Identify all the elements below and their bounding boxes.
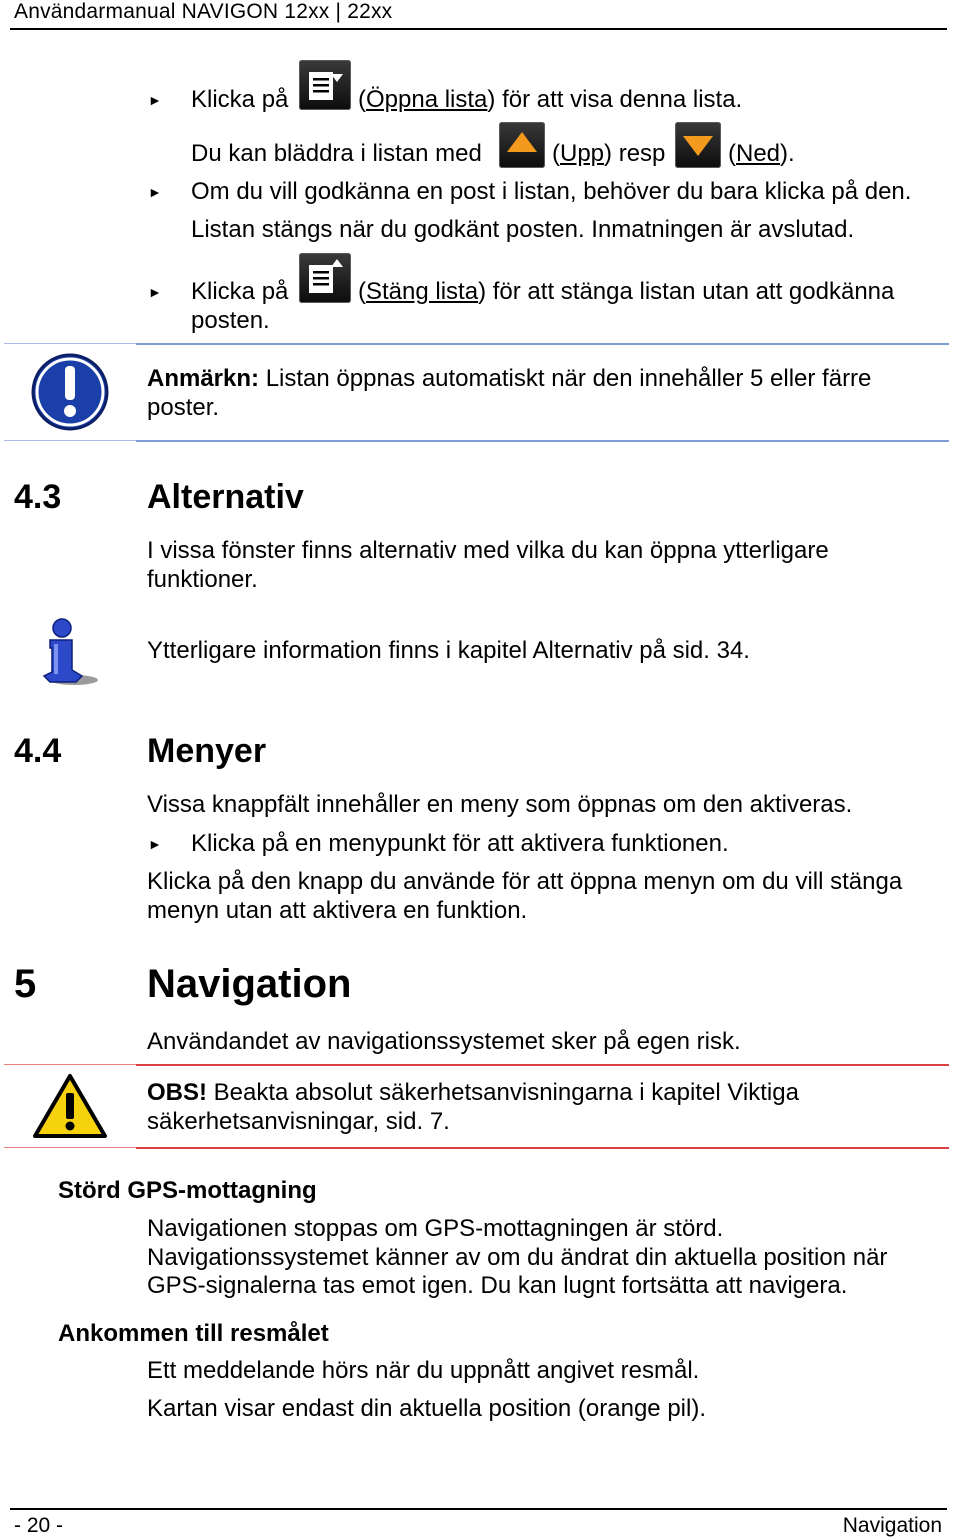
section-number: 4.3: [14, 478, 62, 516]
list-item-open: [191, 85, 288, 114]
item-text: Klicka på: [191, 86, 289, 113]
open-list-icon[interactable]: [299, 60, 351, 110]
open-list-link[interactable]: Öppna lista: [366, 86, 488, 113]
note-bottom-rule: [136, 440, 949, 442]
note-line-1: Anmärkn: Listan öppnas automatiskt när den innehåller 5 eller färre: [147, 365, 872, 392]
scroll-up-label: (Upp) resp: [552, 140, 666, 167]
paragraph-cont: funktioner.: [147, 566, 258, 593]
paragraph: I vissa fönster finns alternativ med vilka du kan öppna ytterligare: [147, 537, 829, 564]
subsection-heading: Störd GPS-mottagning: [58, 1177, 317, 1204]
paragraph: Vissa knappfält innehåller en meny som öppnas om den aktiveras.: [147, 791, 853, 818]
chapter-title: Navigation: [147, 962, 352, 1006]
chapter-intro: Användandet av navigationssystemet sker på egen risk.: [147, 1028, 741, 1055]
subsection-heading: Ankommen till resmålet: [58, 1320, 329, 1347]
info-person-icon: [38, 616, 102, 695]
up-arrow-icon[interactable]: [499, 122, 545, 168]
paragraph: Navigationssystemet känner av om du ändrat din aktuella position när: [147, 1244, 888, 1271]
down-arrow-icon[interactable]: [675, 122, 721, 168]
paragraph: Navigationen stoppas om GPS-mottagningen är störd.: [147, 1215, 724, 1242]
list-item-close: Klicka på: [191, 278, 289, 305]
list-item-accept-cont: Listan stängs när du godkänt posten. Inmatningen är avslutad.: [191, 216, 855, 243]
scroll-down-label: (Ned).: [728, 140, 795, 167]
warning-icon: [32, 1073, 108, 1146]
bullet-icon: ►: [148, 184, 162, 200]
header-rule: [10, 28, 947, 30]
close-list-icon[interactable]: [299, 253, 351, 303]
close-list-description: (Stäng lista) för att stänga listan utan att godkänna: [358, 278, 895, 305]
bullet-icon: ►: [148, 92, 162, 108]
note-top-rule: [136, 343, 949, 345]
warning-top-rule: [136, 1064, 949, 1066]
paragraph: Ett meddelande hörs när du uppnått angivet resmål.: [147, 1357, 700, 1384]
scroll-text: Du kan bläddra i listan med: [191, 140, 482, 167]
paragraph-cont: menyn utan att aktivera en funktion.: [147, 897, 528, 924]
warning-bottom-rule: [136, 1147, 949, 1149]
list-item-close-cont: posten.: [191, 307, 270, 334]
page-number: - 20 -: [14, 1514, 64, 1537]
footer-section: Navigation: [842, 1514, 942, 1537]
exclamation-icon: [30, 352, 110, 439]
note-line-2: poster.: [147, 394, 220, 421]
list-item: Klicka på en menypunkt för att aktivera funktionen.: [191, 830, 729, 857]
up-link[interactable]: Upp: [560, 140, 605, 167]
warning-line-2: säkerhetsanvisningar, sid. 7.: [147, 1108, 450, 1135]
list-item-accept: Om du vill godkänna en post i listan, behöver du bara klicka på den.: [191, 178, 912, 205]
section-number: 4.4: [14, 732, 62, 770]
note-label: Anmärkn:: [147, 365, 260, 392]
paragraph: Kartan visar endast din aktuella position (orange pil).: [147, 1395, 706, 1422]
section-title: Menyer: [147, 732, 267, 770]
down-link[interactable]: Ned: [736, 140, 781, 167]
warning-line-1: OBS! Beakta absolut säkerhetsanvisningarna i kapitel Viktiga: [147, 1079, 799, 1106]
warning-label: OBS!: [147, 1079, 207, 1106]
open-list-description: (Öppna lista) för att visa denna lista.: [358, 86, 743, 113]
footer-rule: [10, 1508, 947, 1510]
section-title: Alternativ: [147, 478, 304, 516]
info-text: Ytterligare information finns i kapitel Alternativ på sid. 34.: [147, 637, 750, 664]
bullet-icon: ►: [148, 836, 162, 852]
paragraph: GPS-signalerna tas emot igen. Du kan lugnt fortsätta att navigera.: [147, 1272, 848, 1299]
close-list-link[interactable]: Stäng lista: [366, 278, 479, 305]
bullet-icon: ►: [148, 284, 162, 300]
paragraph: Klicka på den knapp du använde för att öppna menyn om du vill stänga: [147, 868, 903, 895]
running-header: Användarmanual NAVIGON 12xx | 22xx: [14, 0, 393, 23]
chapter-number: 5: [14, 962, 37, 1006]
